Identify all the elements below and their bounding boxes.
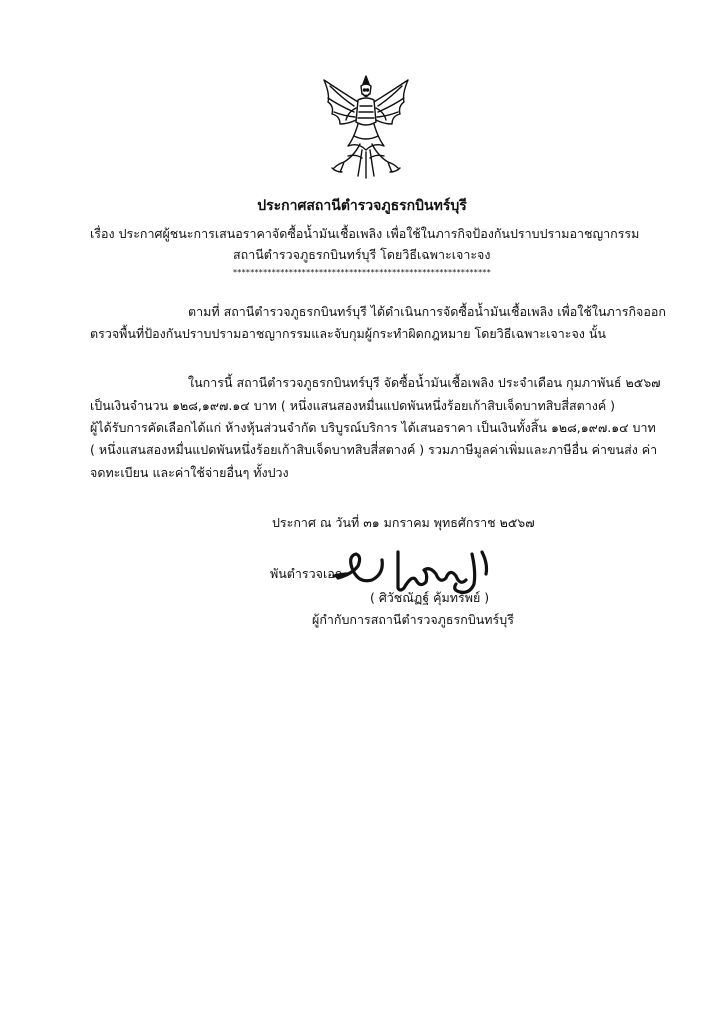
handwritten-signature [332,544,502,596]
announce-date: ประกาศ ณ วันที่ ๓๑ มกราคม พุทธศักราช ๒๕๖๗ [272,515,535,530]
signer-position: ผู้กำกับการสถานีตำรวจภูธรกบินทร์บุรี [312,612,514,627]
paragraph-2-line-3: ผู้ได้รับการคัดเลือกได้แก่ ห้างหุ้นส่วนจำกัด บริบูรณ์บริการ ได้เสนอราคา เป็นเงินทั้งสิ้น ๑๒๘,๑๙๗.๑๔ บาท [90,420,656,435]
paragraph-2-line-1: ในการนี้ สถานีตำรวจภูธรกบินทร์บุรี จัดซื้อน้ำมันเชื้อเพลิง ประจำเดือน กุมภาพันธ์ ๒๕๖๗ [188,375,661,390]
paragraph-2-line-4: ( หนึ่งแสนสองหมื่นแปดพันหนึ่งร้อยเก้าสิบเจ็ดบาทสิบสี่สตางค์ ) รวมภาษีมูลค่าเพิ่มและภาษีอื่น ค่าขนส่ง ค่า [90,442,658,457]
document-title: ประกาศสถานีตำรวจภูธรกบินทร์บุรี [257,198,467,214]
paragraph-1-line-1: ตามที่ สถานีตำรวจภูธรกบินทร์บุรี ได้ดำเนินการจัดซื้อน้ำมันเชื้อเพลิง เพื่อใช้ในภารกิจออก [188,304,666,319]
signer-rank: พันตำรวจเอก [270,566,343,581]
divider-stars: ************************************************************ [233,268,491,277]
signer-name: ( ศิวัชณัฏฐ์ คุ้มทรัพย์ ) [370,590,490,605]
paragraph-1-line-2: ตรวจพื้นที่ป้องกันปราบปรามอาชญากรรมและจับกุมผู้กระทำผิดกฎหมาย โดยวิธีเฉพาะเจาะจง นั้น [90,326,606,341]
subject-line-2: สถานีตำรวจภูธรกบินทร์บุรี โดยวิธีเฉพาะเจาะจง [233,247,491,262]
paragraph-2-line-5: จดทะเบียน และค่าใช้จ่ายอื่นๆ ทั้งปวง [90,465,289,480]
paragraph-2-line-2: เป็นเงินจำนวน ๑๒๘,๑๙๗.๑๔ บาท ( หนึ่งแสนสองหมื่นแปดพันหนึ่งร้อยเก้าสิบเจ็ดบาทสิบสี่สตางค์ ) [90,398,616,413]
garuda-emblem-icon [318,72,414,180]
subject-line-1: เรื่อง ประกาศผู้ชนะการเสนอราคาจัดซื้อน้ำมันเชื้อเพลิง เพื่อใช้ในภารกิจป้องกันปราบปรามอาชญากรรม [90,226,640,241]
